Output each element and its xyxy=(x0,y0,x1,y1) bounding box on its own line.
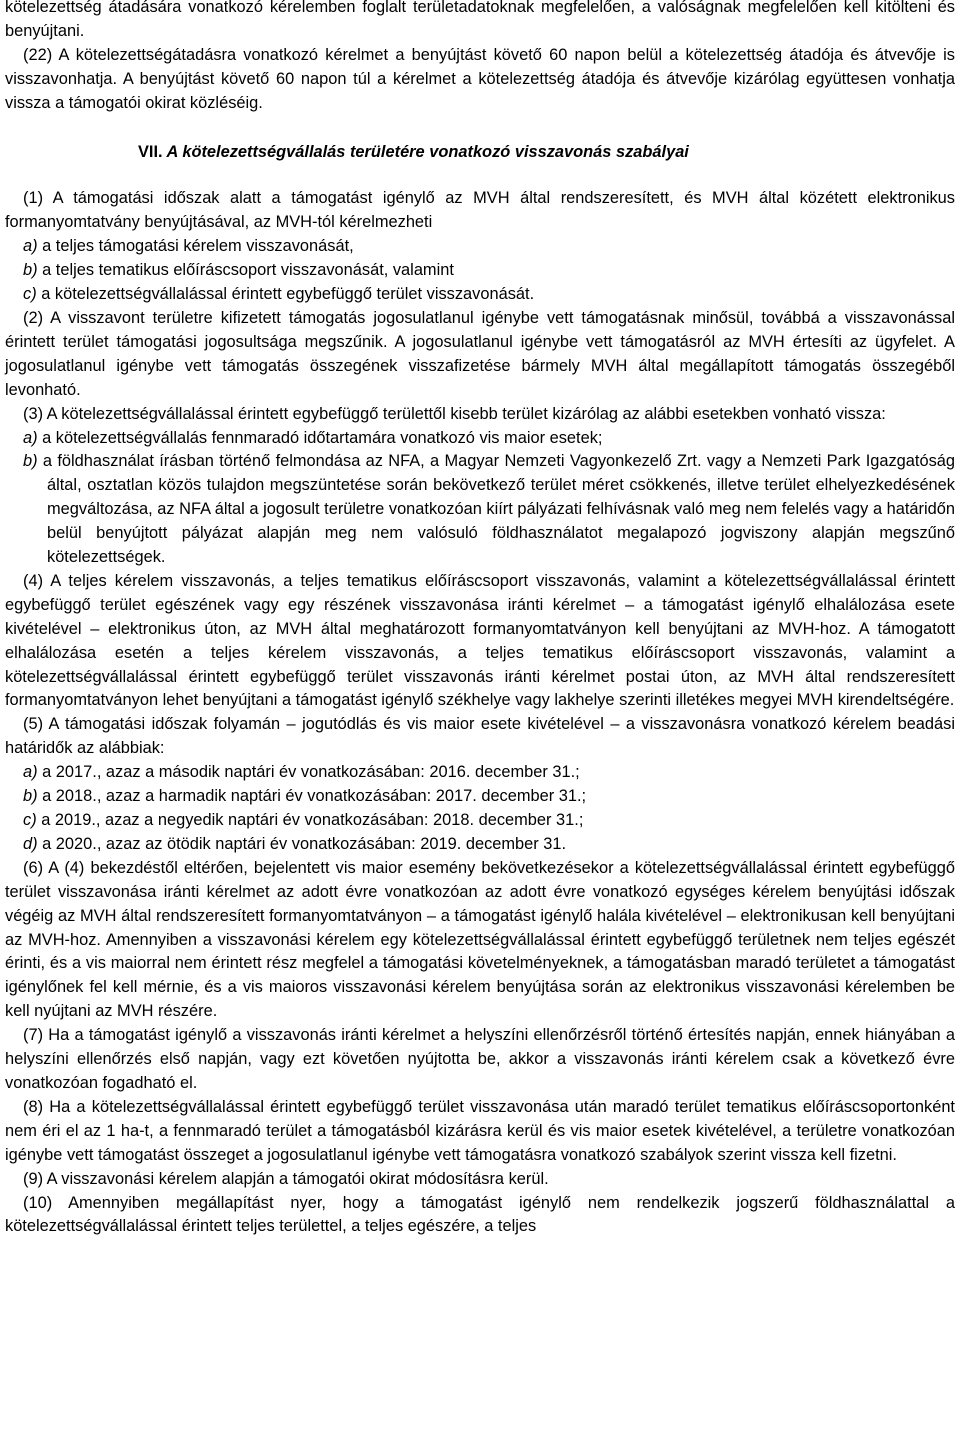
paragraph-7: (7) Ha a támogatást igénylő a visszavonás iránti kérelmet a helyszíni ellenőrzésről történő értesítés napján, ennek hiányában a helyszíni ellenőrzés első napján, vagy ezt követően nyújtotta be, akkor a visszavonás iránti kérelem csak a következő évre vonatkozóan fogadható el. xyxy=(5,1026,955,1092)
list-item-text: a teljes tematikus előíráscsoport visszavonását, valamint xyxy=(37,261,454,280)
list-item xyxy=(5,283,955,307)
list-item-text: a földhasználat írásban történő felmondása az NFA, a Magyar Nemzeti Vagyonkezelő Zrt. vagy a Nemzeti Park Igazgatóság által, osztatlan közös tulajdon megszüntetése során bekövetkező terület méret csökkenés, illetve terület elhelyezkedésének megváltozása, az NFA által a jogosult területre vonatkozóan kiírt pályázati felhívásnak való meg nem felelés vagy a határidőn belül benyújtott pályázat alapján meg nem valósuló földhasználatot megalapozó jogviszony alapján megszűnő kötelezettségek. xyxy=(37,452,955,567)
paragraph-5: (5) A támogatási időszak folyamán – jogutódlás és vis maior esete kivételével – a visszavonásra vonatkozó kérelem beadási határidők az alábbiak: xyxy=(5,715,955,758)
list-item xyxy=(5,259,955,283)
list-item xyxy=(5,450,955,570)
paragraph-6: (6) A (4) bekezdéstől eltérően, bejelentett vis maior esemény bekövetkezésekor a kötelezettségvállalással érintett egybefüggő terület visszavonása iránti kérelmet az adott évre vonatkozóan az adott évre vonatkozó egységes kérelem benyújtási időszak végéig az MVH által rendszeresített formanyomtatványon – a támogatást igénylő halála kivételével – elektronikusan kell benyújtani az MVH-hoz. Amennyiben a visszavonási kérelem egy kötelezettségvállalással érintett egybefüggő területnek nem teljes egészét érinti, és a vis maiorral nem érintett rész megfelel a támogatási követelményeknek, a támogatásban maradó területet a támogatást igénylőnek fel kell mérnie, és a vis maioros visszavonási kérelem benyújtása során az elektronikus visszavonási kérelemben be kell nyújtani az MVH részére. xyxy=(5,858,955,1021)
document-page xyxy=(5,0,955,1239)
list-item-label: a) xyxy=(23,237,38,256)
list-item-text: a 2020., azaz az ötödik naptári év vonatkozásában: 2019. december 31. xyxy=(37,834,567,853)
list-item-text: a 2018., azaz a harmadik naptári év vonatkozásában: 2017. december 31.; xyxy=(37,787,587,806)
list-item-label: b) xyxy=(23,261,38,280)
paragraph-3: (3) A kötelezettségvállalással érintett egybefüggő területtől kisebb terület kizárólag az alábbi esetekben vonható vissza: xyxy=(23,404,886,423)
list-item xyxy=(5,761,955,785)
list-item-label: a) xyxy=(23,763,38,782)
list-item-label: c) xyxy=(23,285,37,304)
list-item xyxy=(5,235,955,259)
list-item-label: d) xyxy=(23,834,38,853)
list-item xyxy=(5,809,955,833)
intro-paragraph: kötelezettség átadására vonatkozó kérelemben foglalt területadatoknak megfelelően, a valóságnak megfelelően kell kitölteni és benyújtani. xyxy=(5,0,955,40)
section-heading xyxy=(5,141,955,165)
list-item-label: a) xyxy=(23,428,38,447)
paragraph-10: (10) Amennyiben megállapítást nyer, hogy a támogatást igénylő nem rendelkezik jogszerű földhasználattal a kötelezettségvállalással érintett teljes területtel, a teljes egészére, a teljes xyxy=(5,1193,955,1236)
paragraph-2: (2) A visszavont területre kifizetett támogatás jogosulatlanul igénybe vett támogatásnak minősül, továbbá a visszavonással érintett terület támogatási jogosultsága megszűnik. A jogosulatlanul igénybe vett támogatásról az MVH értesíti az ügyfelet. A jogosulatlanul igénybe vett támogatás összegének visszafizetése bármely MVH által megállapított támogatás összegéből levonható. xyxy=(5,308,955,399)
section-number: VII. xyxy=(138,142,163,161)
paragraph-9: (9) A visszavonási kérelem alapján a támogatói okirat módosításra kerül. xyxy=(23,1169,549,1188)
list-item xyxy=(5,785,955,809)
list-item xyxy=(5,427,955,451)
list-item-text: a kötelezettségvállalással érintett egybefüggő terület visszavonását. xyxy=(36,285,535,304)
list-item xyxy=(5,833,955,857)
list-item-text: a 2019., azaz a negyedik naptári év vonatkozásában: 2018. december 31.; xyxy=(36,811,584,829)
list-item-text: a 2017., azaz a második naptári év vonatkozásában: 2016. december 31.; xyxy=(37,763,580,782)
paragraph-4: (4) A teljes kérelem visszavonás, a teljes tematikus előíráscsoport visszavonás, valamint a kötelezettségvállalással érintett egybefüggő terület egészének vagy egy részének visszavonása iránti kérelmet – a támogatást igénylő elhalálozása esete kivételével – elektronikus úton, az MVH által meghatározott formanyomtatványon kell benyújtani az MVH-hoz. A támogatott elhalálozása esetén a teljes kérelem visszavonás, a teljes tematikus előíráscsoport visszavonás, valamint a kötelezettségvállalással érintett egybefüggő terület visszavonás iránti kérelmet postai úton, az MVH által rendszeresített formanyomtatványon lehet benyújtani a támogatást igénylő székhelye vagy lakhelye szerinti illetékes megyei MVH kirendeltségére. xyxy=(5,571,955,710)
list-item-text: a teljes támogatási kérelem visszavonását, xyxy=(37,237,354,256)
list-item-label: c) xyxy=(23,811,37,829)
paragraph-22: (22) A kötelezettségátadásra vonatkozó kérelmet a benyújtást követő 60 napon belül a kötelezettség átadója és átvevője is visszavonhatja. A benyújtást követő 60 napon túl a kérelmet a kötelezettség átadója és átvevője kizárólag együttesen vonhatja vissza a támogatói okirat közléséig. xyxy=(5,45,955,112)
list-item-label: b) xyxy=(23,452,38,471)
paragraph-8: (8) Ha a kötelezettségvállalással érintett egybefüggő terület visszavonása után maradó terület tematikus előíráscsoportonként nem éri el az 1 ha-t, a fennmaradó terület a támogatásból kizárásra kerül és vis maior esetek kivételével, a területre vonatkozóan igénybe vett támogatást összeget a jogosulatlanul igénybe vett támogatásra vonatkozó szabályok szerint vissza kell fizetni. xyxy=(5,1097,955,1164)
list-item-text: a kötelezettségvállalás fennmaradó időtartamára vonatkozó vis maior esetek; xyxy=(37,428,603,447)
section-title: A kötelezettségvállalás területére vonatkozó visszavonás szabályai xyxy=(162,142,689,161)
paragraph-1: (1) A támogatási időszak alatt a támogatást igénylő az MVH által rendszeresített, és MVH által közétett elektronikus formanyomtatvány benyújtásával, az MVH-tól kérelmezheti xyxy=(5,189,955,232)
list-item-label: b) xyxy=(23,787,38,806)
